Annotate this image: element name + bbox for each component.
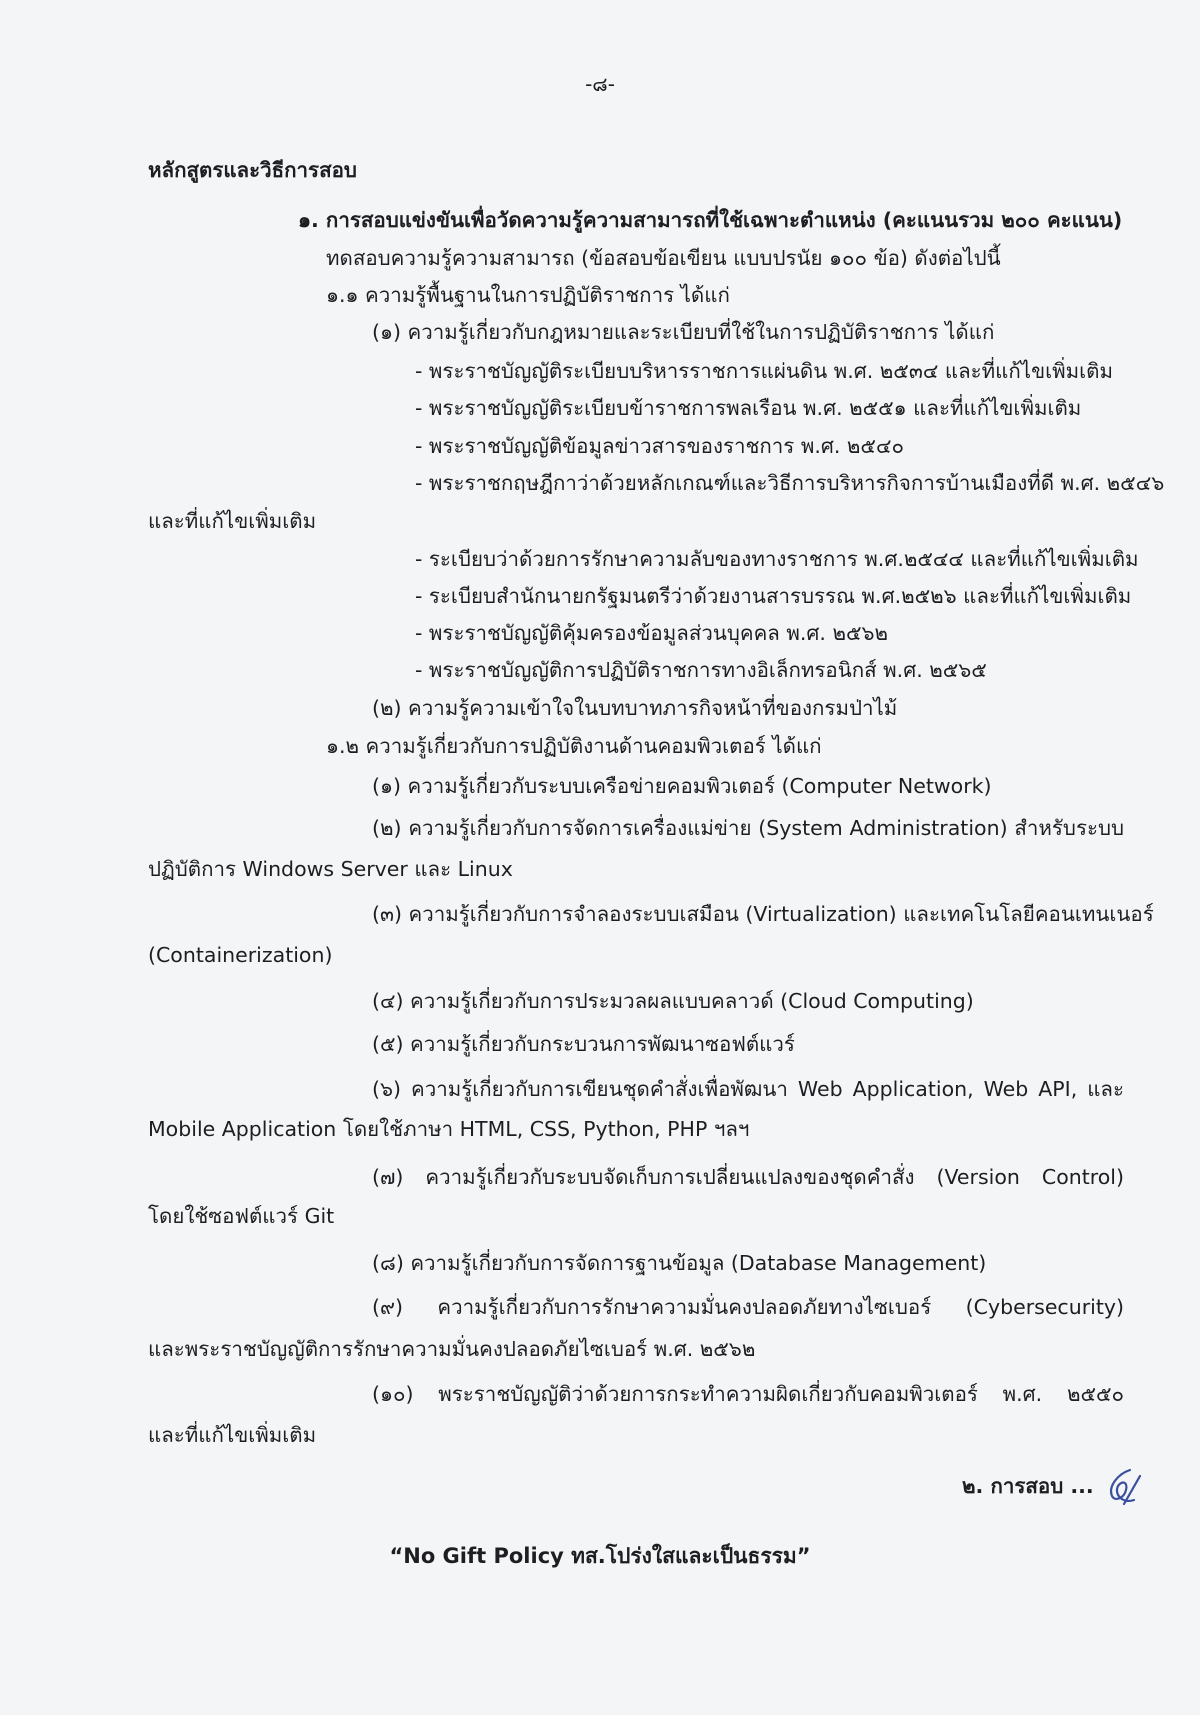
footer-policy: “No Gift Policy ทส.โปร่งใสและเป็นธรรม” [389, 1544, 811, 1568]
law-item: - พระราชบัญญัติคุ้มครองข้อมูลส่วนบุคคล พ.ศ. ๒๕๖๒ [415, 621, 889, 645]
next-page-marker: ๒. การสอบ ... [962, 1474, 1094, 1498]
subsection-1-1-item-1: (๑) ความรู้เกี่ยวกับกฎหมายและระเบียบที่ใช้ในการปฏิบัติราชการ ได้แก่ [372, 320, 995, 344]
computer-item-3-continuation: (Containerization) [148, 943, 333, 967]
law-item: - ระเบียบว่าด้วยการรักษาความลับของทางราชการ พ.ศ.๒๕๔๔ และที่แก้ไขเพิ่มเติม [415, 547, 1139, 571]
subsection-1-2-title: ๑.๒ ความรู้เกี่ยวกับการปฏิบัติงานด้านคอมพิวเตอร์ ได้แก่ [326, 734, 822, 758]
computer-item-4: (๔) ความรู้เกี่ยวกับการประมวลผลแบบคลาวด์ (Cloud Computing) [372, 989, 974, 1013]
section-1-intro: ทดสอบความรู้ความสามารถ (ข้อสอบข้อเขียน แบบปรนัย ๑๐๐ ข้อ) ดังต่อไปนี้ [326, 246, 1001, 270]
computer-item-5: (๕) ความรู้เกี่ยวกับกระบวนการพัฒนาซอฟต์แวร์ [372, 1032, 795, 1056]
subsection-1-1-title: ๑.๑ ความรู้พื้นฐานในการปฏิบัติราชการ ได้แก่ [326, 283, 730, 307]
law-item: - พระราชบัญญัติข้อมูลข่าวสารของราชการ พ.ศ. ๒๕๔๐ [415, 434, 904, 458]
law-item: - พระราชบัญญัติการปฏิบัติราชการทางอิเล็กทรอนิกส์ พ.ศ. ๒๕๖๕ [415, 658, 987, 682]
computer-item-6: (๖) ความรู้เกี่ยวกับการเขียนชุดคำสั่งเพื่อพัฒนา Web Application, Web API, และ [372, 1077, 1124, 1101]
computer-item-2-continuation: ปฏิบัติการ Windows Server และ Linux [148, 857, 513, 881]
computer-item-10: (๑๐) พระราชบัญญัติว่าด้วยการกระทำความผิดเกี่ยวกับคอมพิวเตอร์ พ.ศ. ๒๕๕๐ [372, 1382, 1124, 1406]
computer-item-6-continuation: Mobile Application โดยใช้ภาษา HTML, CSS, Python, PHP ฯลฯ [148, 1117, 750, 1141]
computer-item-8: (๘) ความรู้เกี่ยวกับการจัดการฐานข้อมูล (Database Management) [372, 1251, 987, 1275]
page-number: -๘- [585, 72, 615, 96]
computer-item-9: (๙) ความรู้เกี่ยวกับการรักษาความมั่นคงปลอดภัยทางไซเบอร์ (Cybersecurity) [372, 1295, 1124, 1319]
computer-item-10-continuation: และที่แก้ไขเพิ่มเติม [148, 1423, 317, 1447]
page-heading: หลักสูตรและวิธีการสอบ [148, 158, 357, 182]
computer-item-2: (๒) ความรู้เกี่ยวกับการจัดการเครื่องแม่ข่าย (System Administration) สำหรับระบบ [372, 816, 1124, 840]
subsection-1-1-item-2: (๒) ความรู้ความเข้าใจในบทบาทภารกิจหน้าที่ของกรมป่าไม้ [372, 696, 898, 720]
law-item: - พระราชบัญญัติระเบียบบริหารราชการแผ่นดิน พ.ศ. ๒๕๓๔ และที่แก้ไขเพิ่มเติม [415, 359, 1113, 383]
law-item: - พระราชกฤษฎีกาว่าด้วยหลักเกณฑ์และวิธีการบริหารกิจการบ้านเมืองที่ดี พ.ศ. ๒๕๔๖ [415, 471, 1165, 495]
computer-item-1: (๑) ความรู้เกี่ยวกับระบบเครือข่ายคอมพิวเตอร์ (Computer Network) [372, 774, 992, 798]
computer-item-3: (๓) ความรู้เกี่ยวกับการจำลองระบบเสมือน (Virtualization) และเทคโนโลยีคอนเทนเนอร์ [372, 902, 1154, 926]
law-item: - พระราชบัญญัติระเบียบข้าราชการพลเรือน พ.ศ. ๒๕๕๑ และที่แก้ไขเพิ่มเติม [415, 396, 1082, 420]
computer-item-7-continuation: โดยใช้ซอฟต์แวร์ Git [148, 1204, 335, 1228]
law-item: - ระเบียบสำนักนายกรัฐมนตรีว่าด้วยงานสารบรรณ พ.ศ.๒๕๒๖ และที่แก้ไขเพิ่มเติม [415, 584, 1132, 608]
law-item-continuation: และที่แก้ไขเพิ่มเติม [148, 509, 317, 533]
computer-item-9-continuation: และพระราชบัญญัติการรักษาความมั่นคงปลอดภัยไซเบอร์ พ.ศ. ๒๕๖๒ [148, 1337, 756, 1361]
computer-item-7: (๗) ความรู้เกี่ยวกับระบบจัดเก็บการเปลี่ยนแปลงของชุดคำสั่ง (Version Control) [372, 1165, 1124, 1189]
section-1-title: ๑. การสอบแข่งขันเพื่อวัดความรู้ความสามารถที่ใช้เฉพาะตำแหน่ง (คะแนนรวม ๒๐๐ คะแนน) [298, 208, 1123, 232]
initials-signature [1100, 1464, 1146, 1512]
